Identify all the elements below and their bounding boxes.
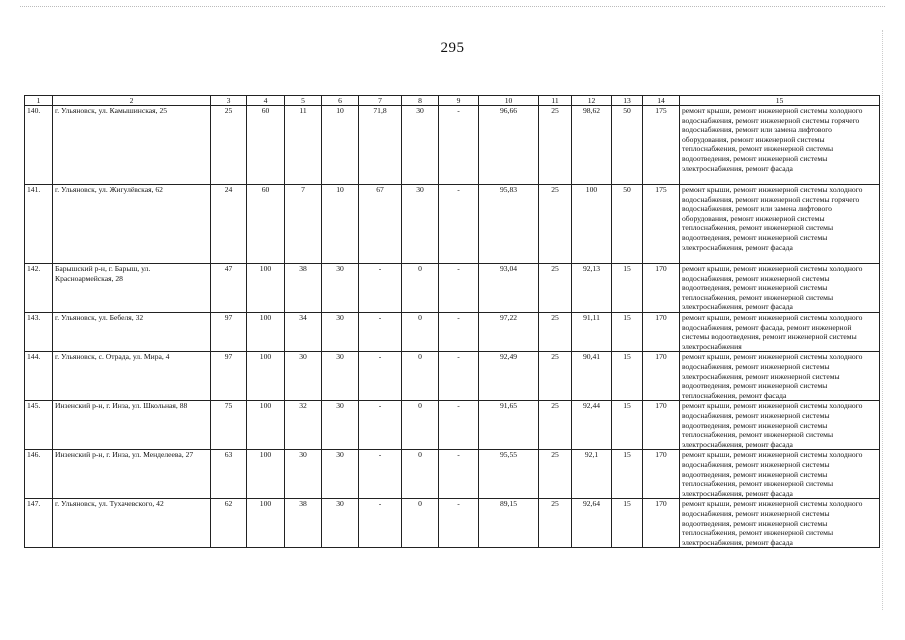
col-header: 10 [479,96,539,106]
value-cell: 95,55 [479,450,539,499]
row-number: 142. [25,264,53,313]
value-cell: 170 [643,352,680,401]
value-cell: 25 [539,352,572,401]
value-cell: 34 [285,313,322,352]
value-cell: 100 [247,313,285,352]
table-row [25,185,880,264]
value-cell: 89,15 [479,499,539,548]
value-cell: 100 [247,264,285,313]
value-cell: 92,1 [572,450,612,499]
works-cell: ремонт крыши, ремонт инженерной системы холодного водоснабжения, ремонт инженерной системы водоотведения, ремонт инженерной системы теплоснабжения, ремонт инженерной системы электроснабжения, ремонт фасада [680,450,880,499]
row-number: 140. [25,106,53,185]
value-cell: 25 [211,106,247,185]
value-cell: 0 [402,450,439,499]
value-cell: 170 [643,313,680,352]
value-cell: 100 [247,499,285,548]
table-row [25,401,880,450]
address-cell: г. Ульяновск, ул. Бебеля, 32 [53,313,211,352]
value-cell: - [359,352,402,401]
value-cell: 170 [643,401,680,450]
value-cell: 0 [402,264,439,313]
value-cell: 71,8 [359,106,402,185]
value-cell: 25 [539,264,572,313]
value-cell: - [439,106,479,185]
col-header: 14 [643,96,680,106]
col-header: 6 [322,96,359,106]
value-cell: 75 [211,401,247,450]
value-cell: - [359,401,402,450]
value-cell: 95,83 [479,185,539,264]
address-cell: г. Ульяновск, ул. Тухачевского, 42 [53,499,211,548]
value-cell: 0 [402,401,439,450]
value-cell: 60 [247,185,285,264]
value-cell: 38 [285,499,322,548]
value-cell: - [359,264,402,313]
value-cell: 170 [643,450,680,499]
value-cell: 15 [612,264,643,313]
row-number: 146. [25,450,53,499]
value-cell: - [439,313,479,352]
value-cell: 92,44 [572,401,612,450]
value-cell: 97 [211,352,247,401]
row-number: 145. [25,401,53,450]
value-cell: 60 [247,106,285,185]
value-cell: 62 [211,499,247,548]
value-cell: 175 [643,106,680,185]
value-cell: 24 [211,185,247,264]
value-cell: 91,11 [572,313,612,352]
value-cell: 98,62 [572,106,612,185]
works-cell: ремонт крыши, ремонт инженерной системы холодного водоснабжения, ремонт инженерной системы электроснабжения, ремонт инженерной системы водоотведения, ремонт инженерной системы теплоснабжения, ремонт фасада [680,352,880,401]
value-cell: 15 [612,499,643,548]
col-header: 7 [359,96,402,106]
col-header: 5 [285,96,322,106]
value-cell: 30 [402,106,439,185]
value-cell: 92,13 [572,264,612,313]
value-cell: 30 [402,185,439,264]
address-cell: Инзенский р-н, г. Инза, ул. Менделеева, 27 [53,450,211,499]
value-cell: 30 [322,313,359,352]
value-cell: - [439,264,479,313]
value-cell: 93,04 [479,264,539,313]
value-cell: 25 [539,185,572,264]
value-cell: 30 [322,450,359,499]
address-cell: г. Ульяновск, с. Отрада, ул. Мира, 4 [53,352,211,401]
value-cell: 25 [539,401,572,450]
row-number: 141. [25,185,53,264]
value-cell: 10 [322,185,359,264]
col-header: 4 [247,96,285,106]
address-cell: г. Ульяновск, ул. Камышинская, 25 [53,106,211,185]
value-cell: 30 [285,352,322,401]
value-cell: 92,49 [479,352,539,401]
address-cell: Барышский р-н, г. Барыш, ул. Красноармейская, 28 [53,264,211,313]
value-cell: - [439,450,479,499]
row-number: 144. [25,352,53,401]
value-cell: 7 [285,185,322,264]
value-cell: 170 [643,499,680,548]
value-cell: 47 [211,264,247,313]
value-cell: 32 [285,401,322,450]
value-cell: 15 [612,352,643,401]
value-cell: 0 [402,313,439,352]
value-cell: 92,64 [572,499,612,548]
row-number: 143. [25,313,53,352]
value-cell: 30 [322,401,359,450]
value-cell: 30 [322,264,359,313]
table-row [25,264,880,313]
works-cell: ремонт крыши, ремонт инженерной системы холодного водоснабжения, ремонт инженерной системы водоотведения, ремонт инженерной системы теплоснабжения, ремонт инженерной системы электроснабжения, ремонт фасада [680,264,880,313]
table-row [25,106,880,185]
value-cell: 0 [402,352,439,401]
value-cell: 91,65 [479,401,539,450]
works-cell: ремонт крыши, ремонт инженерной системы холодного водоснабжения, ремонт инженерной системы горячего водоснабжения, ремонт или замена лифтового оборудования, ремонт инженерной системы теплоснабжения, ремонт инженерной системы водоотведения, ремонт инженерной системы электроснабжения, ремонт фасада [680,185,880,264]
works-cell: ремонт крыши, ремонт инженерной системы холодного водоснабжения, ремонт инженерной системы водоотведения, ремонт инженерной системы теплоснабжения, ремонт инженерной системы электроснабжения, ремонт фасада [680,401,880,450]
value-cell: 30 [322,352,359,401]
scan-artifact-top [20,6,885,7]
col-header: 11 [539,96,572,106]
col-header: 2 [53,96,211,106]
row-number: 147. [25,499,53,548]
works-cell: ремонт крыши, ремонт инженерной системы холодного водоснабжения, ремонт инженерной системы водоотведения, ремонт инженерной системы теплоснабжения, ремонт инженерной системы электроснабжения, ремонт фасада [680,499,880,548]
value-cell: - [359,313,402,352]
col-header: 9 [439,96,479,106]
value-cell: 100 [247,450,285,499]
value-cell: - [439,499,479,548]
table-row [25,499,880,548]
value-cell: 25 [539,106,572,185]
value-cell: 97,22 [479,313,539,352]
value-cell: - [359,450,402,499]
value-cell: - [439,185,479,264]
value-cell: 63 [211,450,247,499]
value-cell: - [439,401,479,450]
value-cell: 175 [643,185,680,264]
value-cell: 15 [612,401,643,450]
value-cell: 30 [285,450,322,499]
value-cell: 100 [572,185,612,264]
value-cell: 15 [612,313,643,352]
works-cell: ремонт крыши, ремонт инженерной системы холодного водоснабжения, ремонт фасада, ремонт инженерной системы водоотведения, ремонт инженерной системы электроснабжения [680,313,880,352]
value-cell: 100 [247,401,285,450]
table-row [25,450,880,499]
value-cell: 25 [539,499,572,548]
value-cell: 15 [612,450,643,499]
column-number-row [25,96,880,106]
address-cell: Инзенский р-н, г. Инза, ул. Школьная, 88 [53,401,211,450]
col-header: 8 [402,96,439,106]
value-cell: - [439,352,479,401]
value-cell: 170 [643,264,680,313]
value-cell: 67 [359,185,402,264]
table-row [25,313,880,352]
col-header: 13 [612,96,643,106]
value-cell: 25 [539,313,572,352]
value-cell: 50 [612,106,643,185]
value-cell: 0 [402,499,439,548]
value-cell: 96,66 [479,106,539,185]
page-number: 295 [440,40,465,56]
value-cell: 97 [211,313,247,352]
col-header: 12 [572,96,612,106]
col-header: 3 [211,96,247,106]
scan-artifact-edge [882,30,883,610]
address-cell: г. Ульяновск, ул. Жигулёвская, 62 [53,185,211,264]
col-header: 1 [25,96,53,106]
table-row [25,352,880,401]
value-cell: 50 [612,185,643,264]
works-cell: ремонт крыши, ремонт инженерной системы холодного водоснабжения, ремонт инженерной системы горячего водоснабжения, ремонт или замена лифтового оборудования, ремонт инженерной системы теплоснабжения, ремонт инженерной системы водоотведения, ремонт инженерной системы электроснабжения, ремонт фасада [680,106,880,185]
value-cell: 10 [322,106,359,185]
register-table [24,95,880,548]
col-header: 15 [680,96,880,106]
value-cell: 25 [539,450,572,499]
value-cell: 100 [247,352,285,401]
value-cell: 30 [322,499,359,548]
value-cell: - [359,499,402,548]
value-cell: 11 [285,106,322,185]
value-cell: 90,41 [572,352,612,401]
value-cell: 38 [285,264,322,313]
